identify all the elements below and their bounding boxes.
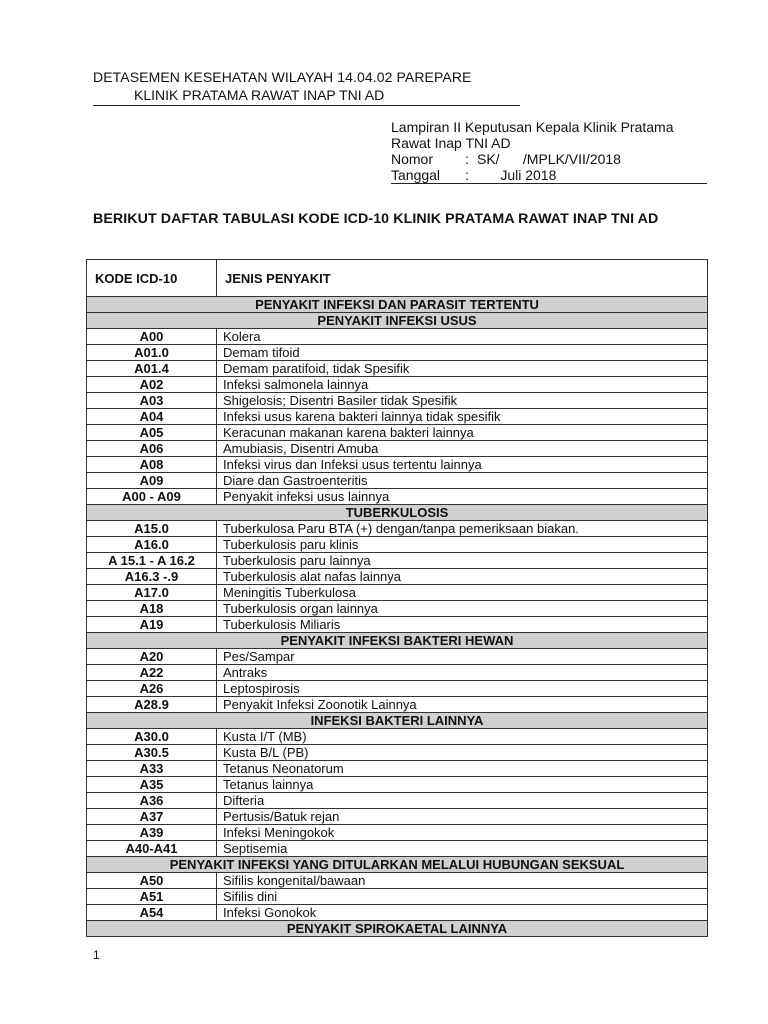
icd-code-cell: A30.0 [87,729,217,745]
table-row [87,777,708,793]
icd-code-cell: A51 [87,889,217,905]
disease-name-cell: Kusta B/L (PB) [217,745,708,761]
table-row [87,473,708,489]
disease-name-cell: Kolera [217,329,708,345]
icd-code-cell: A28.9 [87,697,217,713]
table-row [87,425,708,441]
table-row [87,809,708,825]
attachment-line-2: Rawat Inap TNI AD [391,135,511,151]
disease-name-cell: Penyakit Infeksi Zoonotik Lainnya [217,697,708,713]
document-title: BERIKUT DAFTAR TABULASI KODE ICD-10 KLINIK PRATAMA RAWAT INAP TNI AD [93,211,659,227]
section-header-row [87,713,708,729]
icd-code-cell: A19 [87,617,217,633]
table-row [87,457,708,473]
icd-table [86,259,708,937]
disease-name-cell: Tuberkulosa Paru BTA (+) dengan/tanpa pemeriksaan biakan. [217,521,708,537]
disease-name-cell: Demam paratifoid, tidak Spesifik [217,361,708,377]
nomor-label: Nomor [391,151,434,167]
disease-name-cell: Meningitis Tuberkulosa [217,585,708,601]
table-row [87,585,708,601]
disease-name-cell: Sifilis dini [217,889,708,905]
icd-code-cell: A09 [87,473,217,489]
icd-code-cell: A33 [87,761,217,777]
icd-code-cell: A 15.1 - A 16.2 [87,553,217,569]
table-row [87,361,708,377]
icd-code-cell: A36 [87,793,217,809]
table-row [87,345,708,361]
table-row [87,409,708,425]
attachment-line-1: Lampiran II Keputusan Kepala Klinik Pratama [391,119,674,135]
section-header-row [87,921,708,937]
disease-name-cell: Tetanus lainnya [217,777,708,793]
disease-name-cell: Antraks [217,665,708,681]
disease-name-cell: Difteria [217,793,708,809]
icd-code-cell: A30.5 [87,745,217,761]
icd-code-cell: A08 [87,457,217,473]
attachment-block [391,119,674,183]
disease-name-cell: Infeksi Meningokok [217,825,708,841]
icd-code-cell: A17.0 [87,585,217,601]
disease-name-cell: Tuberkulosis Miliaris [217,617,708,633]
disease-name-cell: Kusta I/T (MB) [217,729,708,745]
attachment-divider [391,183,707,184]
section-header-row [87,313,708,329]
disease-name-cell: Penyakit infeksi usus lainnya [217,489,708,505]
disease-name-cell: Pes/Sampar [217,649,708,665]
table-row [87,569,708,585]
icd-code-cell: A01.4 [87,361,217,377]
icd-code-cell: A35 [87,777,217,793]
icd-code-cell: A39 [87,825,217,841]
table-row [87,793,708,809]
tanggal-value: Juli 2018 [477,167,557,183]
table-row [87,825,708,841]
icd-code-cell: A00 - A09 [87,489,217,505]
disease-name-cell: Keracunan makanan karena bakteri lainnya [217,425,708,441]
nomor-separator: : [465,151,469,167]
table-header-row [87,260,708,297]
table-row [87,649,708,665]
table-row [87,873,708,889]
section-title: PENYAKIT INFEKSI USUS [87,313,708,329]
disease-name-cell: Septisemia [217,841,708,857]
header-clinic-name: KLINIK PRATAMA RAWAT INAP TNI AD [134,87,385,103]
disease-name-cell: Shigelosis; Disentri Basiler tidak Spesifik [217,393,708,409]
nomor-value: SK/ /MPLK/VII/2018 [477,151,621,167]
disease-name-cell: Tuberkulosis alat nafas lainnya [217,569,708,585]
section-title: PENYAKIT INFEKSI BAKTERI HEWAN [87,633,708,649]
icd-code-cell: A01.0 [87,345,217,361]
header-divider [93,105,520,106]
tanggal-separator: : [465,167,469,183]
table-row [87,617,708,633]
section-title: PENYAKIT INFEKSI DAN PARASIT TERTENTU [87,297,708,313]
table-row [87,745,708,761]
icd-code-cell: A16.0 [87,537,217,553]
disease-name-cell: Infeksi virus dan Infeksi usus tertentu lainnya [217,457,708,473]
table-row [87,601,708,617]
disease-name-cell: Sifilis kongenital/bawaan [217,873,708,889]
table-row [87,889,708,905]
disease-name-cell: Diare dan Gastroenteritis [217,473,708,489]
icd-code-cell: A16.3 -.9 [87,569,217,585]
table-row [87,521,708,537]
table-row [87,681,708,697]
column-header-code: KODE ICD-10 [87,260,217,297]
icd-code-cell: A06 [87,441,217,457]
icd-code-cell: A40-A41 [87,841,217,857]
icd-code-cell: A50 [87,873,217,889]
disease-name-cell: Leptospirosis [217,681,708,697]
tanggal-label: Tanggal [391,167,441,183]
table-row [87,553,708,569]
section-title: PENYAKIT INFEKSI YANG DITULARKAN MELALUI HUBUNGAN SEKSUAL [87,857,708,873]
table-row [87,393,708,409]
section-header-row [87,297,708,313]
table-row [87,329,708,345]
table-row [87,841,708,857]
disease-name-cell: Amubiasis, Disentri Amuba [217,441,708,457]
disease-name-cell: Demam tifoid [217,345,708,361]
icd-code-cell: A26 [87,681,217,697]
table-row [87,537,708,553]
icd-code-cell: A22 [87,665,217,681]
table-row [87,697,708,713]
disease-name-cell: Tuberkulosis paru lainnya [217,553,708,569]
icd-code-cell: A05 [87,425,217,441]
section-header-row [87,857,708,873]
page-number: 1 [93,948,100,962]
header-unit-name: DETASEMEN KESEHATAN WILAYAH 14.04.02 PAREPARE [93,69,472,85]
table-row [87,761,708,777]
icd-code-cell: A18 [87,601,217,617]
icd-code-cell: A54 [87,905,217,921]
table-row [87,665,708,681]
icd-code-cell: A02 [87,377,217,393]
icd-code-cell: A37 [87,809,217,825]
disease-name-cell: Infeksi salmonela lainnya [217,377,708,393]
section-title: TUBERKULOSIS [87,505,708,521]
section-header-row [87,505,708,521]
disease-name-cell: Tetanus Neonatorum [217,761,708,777]
icd-code-cell: A20 [87,649,217,665]
icd-code-cell: A03 [87,393,217,409]
icd-code-cell: A04 [87,409,217,425]
disease-name-cell: Pertusis/Batuk rejan [217,809,708,825]
attachment-nomor [391,151,674,167]
icd-code-cell: A00 [87,329,217,345]
column-header-name: JENIS PENYAKIT [217,260,708,297]
table-row [87,729,708,745]
table-row [87,441,708,457]
icd-code-cell: A15.0 [87,521,217,537]
table-row [87,377,708,393]
section-header-row [87,633,708,649]
table-row [87,905,708,921]
attachment-tanggal [391,167,674,183]
disease-name-cell: Infeksi usus karena bakteri lainnya tidak spesifik [217,409,708,425]
disease-name-cell: Tuberkulosis organ lainnya [217,601,708,617]
table-row [87,489,708,505]
disease-name-cell: Infeksi Gonokok [217,905,708,921]
disease-name-cell: Tuberkulosis paru klinis [217,537,708,553]
section-title: PENYAKIT SPIROKAETAL LAINNYA [87,921,708,937]
section-title: INFEKSI BAKTERI LAINNYA [87,713,708,729]
